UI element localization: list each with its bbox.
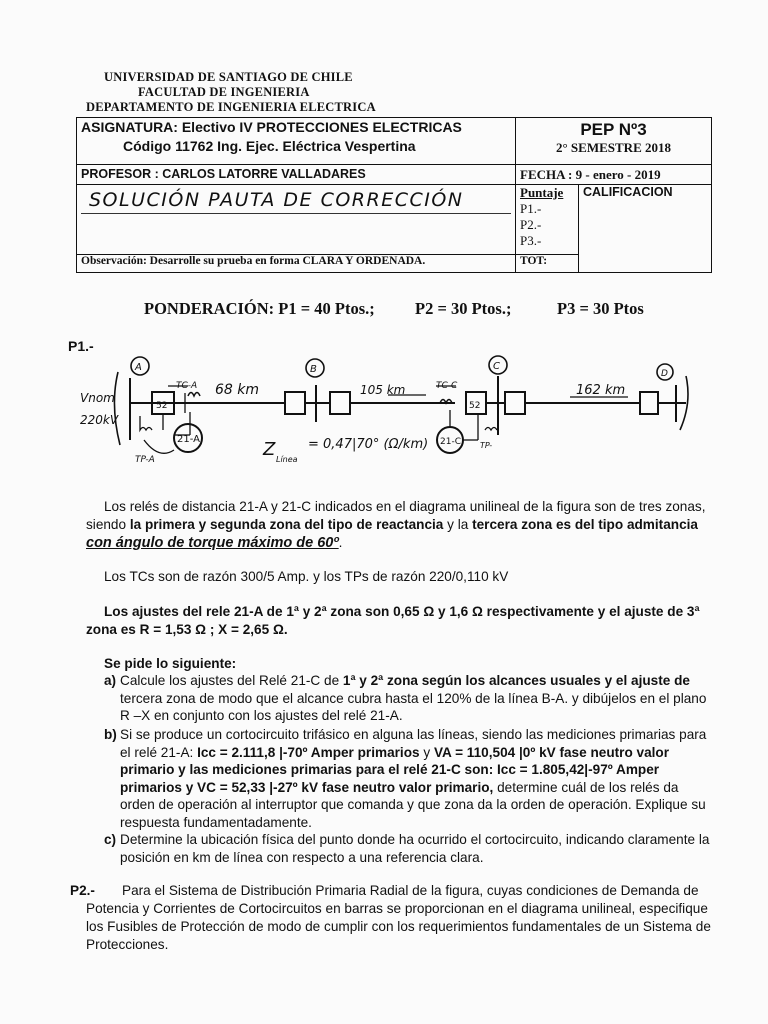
ponderacion-p1: PONDERACIÓN: P1 = 40 Ptos.; <box>144 299 375 318</box>
breaker-c-label: 52 <box>469 401 481 411</box>
grade-label: CALIFICACION <box>583 185 673 199</box>
p1-paragraph-settings: Los ajustes del rele 21-A de 1ª y 2ª zona son 0,65 Ω y 1,6 Ω respectivamente y el ajuste de 3ª zona es R = 1,53 Ω ; X = 2,65 Ω. <box>86 604 700 637</box>
grade-cell <box>579 185 712 273</box>
handwritten-title-cell <box>77 185 516 255</box>
exam-info-table <box>76 117 712 273</box>
score-cell <box>516 185 579 255</box>
score-p1: P1.- <box>520 201 542 216</box>
p1-paragraph-ratios: Los TCs son de razón 300/5 Amp. y los TPs de razón 220/0,110 kV <box>104 569 509 584</box>
item-c-label: c) <box>104 832 117 847</box>
item-a-text-1: Calcule los ajustes del Relé 21-C de <box>120 673 343 688</box>
university-name: UNIVERSIDAD DE SANTIAGO DE CHILE <box>104 70 353 84</box>
vnom-value: 220kV <box>80 413 119 427</box>
score-label: Puntaje <box>520 185 564 200</box>
observation-cell: Observación: Desarrolle su prueba en forma CLARA Y ORDENADA. <box>77 255 516 273</box>
relay-21a-label: 21-A <box>177 434 200 445</box>
subject-line: ASIGNATURA: Electivo IV PROTECCIONES ELECTRICAS <box>81 119 462 135</box>
item-b-text-5: determine cuál de los relés da orden de operación al interruptor que comanda y que zona da la orden de operación. Explique su respuesta fundamentadamente. <box>120 779 706 830</box>
zline-value: = 0,47|70° (Ω/km) <box>308 437 429 452</box>
tp-a-label: TP-A <box>135 455 155 465</box>
p1-label: P1.- <box>68 338 94 354</box>
length-cd: 162 km <box>576 383 626 398</box>
total-cell: TOT: <box>516 255 579 273</box>
bus-a-label: A <box>135 362 142 373</box>
tp-c-label: TP- <box>480 441 493 450</box>
relay-21c-label: 21-C <box>440 437 461 447</box>
source-arc <box>114 372 120 445</box>
score-p2: P2.- <box>520 217 542 232</box>
item-b-text-4: VA = 110,504 |0º kV fase neutro valor primario y las mediciones primarias para el relé 21-C son: Icc = 1.805,42|-97º Amper primarios y VC = 52,33 |-27º kV fase neutro valor primario, <box>120 744 670 795</box>
p2-label: P2.- <box>70 883 95 898</box>
semester: 2° SEMESTRE 2018 <box>555 140 671 155</box>
ponderacion-p3: P3 = 30 Ptos <box>557 299 644 318</box>
date-cell: FECHA : 9 - enero - 2019 <box>516 165 712 185</box>
breaker-b-right <box>330 392 350 414</box>
item-c-text: Determine la ubicación física del punto donde ha ocurrido el cortocircuito, indicando claramente la posición en km de línea con respecto a una referencia clara. <box>120 832 710 865</box>
breaker-a-label: 52 <box>156 401 168 411</box>
length-ab: 68 km <box>215 382 260 398</box>
vnom-label: Vnom <box>80 391 115 405</box>
p1-item-b <box>104 726 712 831</box>
item-b-text-3: y <box>419 744 434 760</box>
bus-c-label: C <box>493 361 500 372</box>
ponderacion-p2: P2 = 30 Ptos.; <box>415 299 512 318</box>
p1-text-1a: Los relés de distancia 21-A y 21-C indicados en el diagrama unilineal de la figura son de tres zonas, siendo <box>86 499 706 532</box>
breaker-d <box>640 392 658 414</box>
zline-subscript: Línea <box>276 455 298 464</box>
p1-item-c <box>104 831 712 866</box>
item-b-text-1: Si se produce un cortocircuito trifásico en alguna las líneas, siendo las mediciones primarias para el relé 21-A: <box>120 727 707 760</box>
p1-se-pide: Se pide lo siguiente: <box>104 656 237 671</box>
professor-cell: PROFESOR : CARLOS LATORRE VALLADARES <box>77 165 516 185</box>
bus-b-label: B <box>310 364 317 375</box>
subject-cell <box>77 118 516 165</box>
item-a-text-2: 1ª y 2ª zona según los alcances usuales y el ajuste de <box>342 673 690 688</box>
p1-text-1c: y la <box>443 517 473 532</box>
department-name: DEPARTAMENTO DE INGENIERIA ELECTRICA <box>86 100 376 114</box>
score-p3: P3.- <box>520 233 542 248</box>
item-a-text-3: tercera zona de modo que el alcance cubra hasta el 120% de la línea B-A. y dibújelos en el plano R –X en conjunto con los ajustes del relé 21-A. <box>120 690 707 723</box>
breaker-b-left <box>285 392 305 414</box>
p1-text-1f: . <box>338 535 343 550</box>
bus-d-label: D <box>661 369 668 379</box>
single-line-diagram <box>80 350 720 480</box>
handwritten-title: SOLUCIÓN PAUTA DE CORRECCIÓN <box>81 189 511 214</box>
exam-cell <box>516 118 712 165</box>
exam-number: PEP Nº3 <box>580 120 647 139</box>
p1-item-a <box>104 672 712 725</box>
item-b-text-2: Icc = 2.111,8 |-70º Amper primarios <box>197 744 420 760</box>
length-bc: 105 km <box>360 383 406 397</box>
zline-symbol: Z <box>263 439 276 460</box>
p1-text-1b: la primera y segunda zona del tipo de reactancia <box>129 517 444 532</box>
item-b-label: b) <box>104 727 117 742</box>
p1-text-1d: tercera zona es del tipo admitancia <box>472 517 698 532</box>
p1-text-1e: con ángulo de torque máximo de 60º <box>86 535 339 551</box>
breaker-c-right <box>505 392 525 414</box>
tc-c-label: TC-C <box>436 381 458 391</box>
faculty-name: FACULTAD DE INGENIERIA <box>138 85 310 99</box>
tc-a-label: TC-A <box>176 381 198 391</box>
p1-paragraph-relays <box>86 498 712 552</box>
course-code: Código 11762 Ing. Ejec. Eléctrica Vespertina <box>123 138 416 154</box>
p2-text: Para el Sistema de Distribución Primaria Radial de la figura, cuyas condiciones de Demanda de Potencia y Corrientes de Cortocircuitos en barras se proporcionan en el diagrama unilineal, especifique los Fusibles de Protección de modo de cumplir con los requerimientos fundamentales de un Sistema de Protecciones. <box>86 883 711 952</box>
item-a-label: a) <box>104 673 117 688</box>
